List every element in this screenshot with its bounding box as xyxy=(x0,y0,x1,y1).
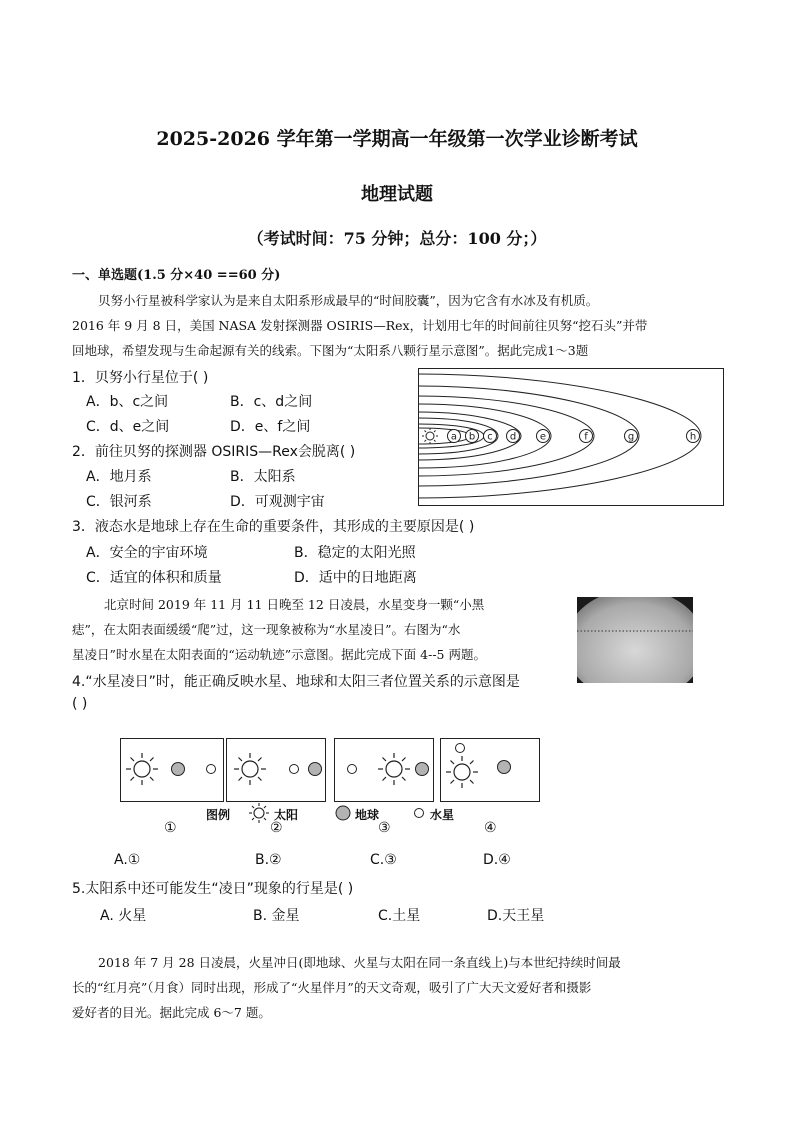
q3-option-a[interactable]: A．安全的宇宙环境 xyxy=(86,545,208,561)
sun-icon xyxy=(126,753,158,785)
solar-system-figure xyxy=(418,368,724,506)
earth-icon xyxy=(334,804,352,822)
passage-3 xyxy=(72,950,722,1025)
sun-icon xyxy=(378,753,410,785)
q2-option-a[interactable]: A．地月系 xyxy=(86,469,152,485)
passage-2 xyxy=(72,592,564,667)
diagram-2 xyxy=(226,738,326,802)
diagram-number-4: ④ xyxy=(484,820,497,836)
mercury-transit-photo xyxy=(577,597,693,683)
earth-icon xyxy=(416,763,429,776)
q4-option-a[interactable]: A.① xyxy=(114,852,141,868)
q2-option-c[interactable]: C．银河系 xyxy=(86,494,152,510)
diagram-number-1: ① xyxy=(164,820,177,836)
exam-title: 2025-2026 学年第一学期高一年级第一次学业诊断考试 xyxy=(156,128,638,150)
passage-1 xyxy=(72,288,722,363)
section-heading: 一、单选题(1.5 分×40 ==60 分) xyxy=(72,268,281,283)
svg-text:g: g xyxy=(627,431,635,443)
q4-option-d[interactable]: D.④ xyxy=(483,852,511,868)
diagram-3 xyxy=(334,738,434,802)
sun-icon xyxy=(446,756,478,788)
planet-e xyxy=(537,430,550,443)
svg-text:d: d xyxy=(509,431,517,443)
question-2-stem: 2．前往贝努的探测器 OSIRIS—Rex会脱离( ) xyxy=(72,444,356,460)
legend-earth-label: 地球 xyxy=(355,808,380,822)
q3-option-c[interactable]: C．适宜的体积和质量 xyxy=(86,570,222,586)
svg-text:b: b xyxy=(468,431,476,443)
question-4-bracket: ( ) xyxy=(72,696,88,712)
passage-3-line: 长的“红月亮”（月食）同时出现，形成了“火星伴月”的天文奇观，吸引了广大天文爱好者和摄影 xyxy=(72,980,592,995)
planet-c xyxy=(484,430,497,443)
passage-1-line: 2016 年 9 月 8 日，美国 NASA 发射探测器 OSIRIS—Rex，计划用七年的时间前往贝努“挖石头”并带 xyxy=(72,318,648,333)
passage-2-line: 痣”，在太阳表面缓缓“爬”过，这一现象被称为“水星凌日”。右图为“水 xyxy=(72,622,461,637)
planet-d xyxy=(507,430,520,443)
q1-option-c[interactable]: C．d、e之间 xyxy=(86,419,170,435)
planet-b xyxy=(466,430,479,443)
q4-option-b[interactable]: B.② xyxy=(255,852,282,868)
diagram-1 xyxy=(120,738,224,802)
q1-option-b[interactable]: B．c、d之间 xyxy=(230,394,313,410)
planet-g xyxy=(625,430,638,443)
planet-h xyxy=(687,430,700,443)
q1-option-a[interactable]: A．b、c之间 xyxy=(86,394,169,410)
question-5-stem: 5.太阳系中还可能发生“凌日”现象的行星是( ) xyxy=(72,881,354,897)
q5-option-b[interactable]: B. 金星 xyxy=(253,908,300,924)
passage-1-line: 回地球，希望发现与生命起源有关的线索。下图为“太阳系八颗行星示意图”。据此完成1～3题 xyxy=(72,343,589,358)
svg-text:f: f xyxy=(584,431,588,443)
legend-mercury-label: 水星 xyxy=(430,808,455,822)
diagram-number-2: ② xyxy=(270,820,283,836)
sun-icon xyxy=(234,753,266,785)
svg-text:a: a xyxy=(450,431,458,443)
question-3-stem: 3．液态水是地球上存在生命的重要条件，其形成的主要原因是( ) xyxy=(72,519,475,535)
passage-1-line: 贝努小行星被科学家认为是来自太阳系形成最早的“时间胶囊”，因为它含有水冰及有机质。 xyxy=(98,293,599,308)
passage-3-line: 2018 年 7 月 28 日凌晨，火星冲日(即地球、火星与太阳在同一条直线上)与本世纪持续时间最 xyxy=(98,955,621,970)
q2-option-b[interactable]: B．太阳系 xyxy=(230,469,296,485)
exam-info: （考试时间：75 分钟；总分：100 分；） xyxy=(247,229,547,248)
q5-option-d[interactable]: D.天王星 xyxy=(487,908,545,924)
mercury-icon xyxy=(207,765,216,774)
svg-text:c: c xyxy=(487,431,493,443)
earth-icon xyxy=(498,761,511,774)
earth-icon xyxy=(309,763,322,776)
svg-text:e: e xyxy=(539,431,547,443)
passage-3-line: 爱好者的目光。据此完成 6～7 题。 xyxy=(72,1005,271,1020)
passage-2-line: 北京时间 2019 年 11 月 11 日晚至 12 日凌晨，水星变身一颗“小黑 xyxy=(104,597,485,612)
q1-option-d[interactable]: D．e、f之间 xyxy=(230,419,311,435)
mercury-icon xyxy=(412,806,426,820)
q5-option-a[interactable]: A. 火星 xyxy=(100,908,147,924)
earth-icon xyxy=(172,763,185,776)
planet-a xyxy=(448,430,461,443)
q4-option-c[interactable]: C.③ xyxy=(370,852,397,868)
passage-2-line: 星凌日”时水星在太阳表面的“运动轨迹”示意图。据此完成下面 4--5 两题。 xyxy=(72,647,486,662)
legend-title: 图例 xyxy=(206,808,231,822)
svg-text:h: h xyxy=(689,431,697,443)
question-4-stem: 4.“水星凌日”时，能正确反映水星、地球和太阳三者位置关系的示意图是 xyxy=(72,674,520,690)
q2-option-d[interactable]: D．可观测宇宙 xyxy=(230,494,325,510)
diagram-4 xyxy=(440,738,540,802)
mercury-icon xyxy=(456,744,465,753)
planet-f xyxy=(580,430,593,443)
q3-option-b[interactable]: B．稳定的太阳光照 xyxy=(294,545,416,561)
q5-option-c[interactable]: C.土星 xyxy=(378,908,421,924)
diagram-number-3: ③ xyxy=(378,820,391,836)
subject-title: 地理试题 xyxy=(361,184,433,205)
mercury-icon xyxy=(348,765,357,774)
question-1-stem: 1．贝努小行星位于( ) xyxy=(72,370,209,386)
q3-option-d[interactable]: D．适中的日地距离 xyxy=(294,570,417,586)
sun-icon xyxy=(248,802,270,824)
legend-sun-label: 太阳 xyxy=(274,808,299,822)
mercury-icon xyxy=(290,765,299,774)
